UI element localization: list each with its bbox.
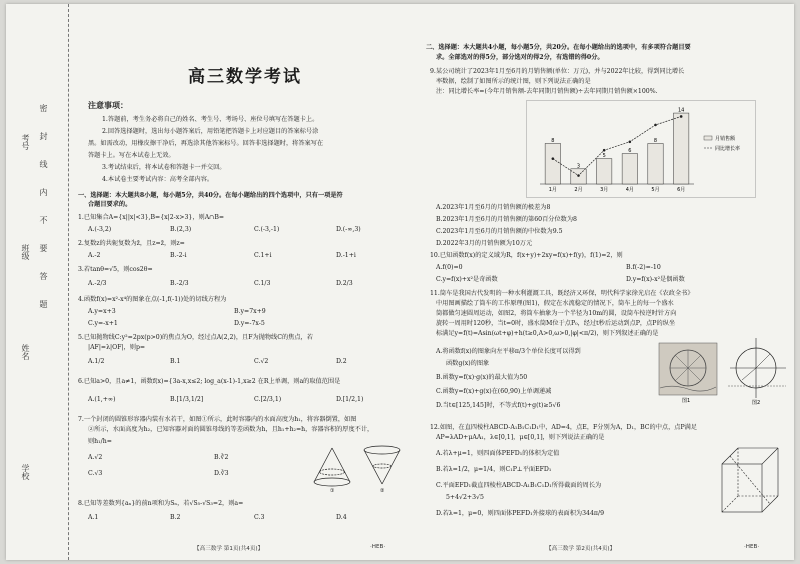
q12-option-c: C.平面EFD₁截直四棱柱ABCD-A₁B₁C₁D₁所得截面的周长为 [436, 482, 602, 489]
q6-option-d: D.[1/2,1) [336, 396, 364, 403]
fig-label-circle: 图2 [752, 400, 761, 406]
q6-option-b: B.[1/3,1/2] [170, 396, 204, 403]
q1-option-d: D.(-∞,3) [336, 226, 361, 233]
q10-option-a: A.f(0)=0 [436, 264, 463, 271]
gutter-exam-no: 考号 [21, 134, 30, 150]
q2-stem: 2.复数z的共轭复数为z̄，且z=z̄，则z= [78, 240, 185, 247]
q4-stem: 4.函数f(x)=x²-x⁴的图象在点(-1,f(-1))处的切线方程为 [78, 296, 227, 303]
cone-figure [306, 444, 410, 494]
q5-stem: |AF|=λ|OF|，则p= [88, 344, 146, 351]
page1-footer: 【高三数学 第1页(共4页)】 [194, 546, 264, 552]
q6-option-c: C.[2/3,1) [254, 396, 282, 403]
q12-option-c-cont: 5+4√2+3√5 [446, 494, 484, 501]
q11-stem: 旋转一周用时120秒，当t=0时，盛水筒M位于点P₀，经过t秒后运动到点P，点P的纵坐 [436, 320, 676, 327]
prism-figure [716, 442, 786, 522]
notice-line: 黑。如需改动，用橡皮擦干净后，再选涂其他答案标号。回答非选择题时，将答案写在 [88, 140, 324, 147]
q6-option-a: A.(1,+∞) [88, 396, 116, 403]
q7-option-b: B.∛2 [214, 454, 229, 461]
q8-stem: 8.已知等差数列{aₙ}的前n项和为Sₙ，若√S₅-√S₃=2，则a= [78, 500, 244, 507]
q4-option-a: A.y=x+3 [88, 308, 116, 315]
q5-option-b: B.1 [170, 358, 181, 365]
q5-option-d: D.2 [336, 358, 347, 365]
bar-value-label: 3 [576, 163, 581, 170]
q10-option-d: D.y=f(x)-x²是偶函数 [626, 276, 685, 283]
fig-label-2: ② [380, 488, 385, 494]
q4-option-d: D.y=-7x-5 [234, 320, 265, 327]
notice-title: 注意事项： [88, 100, 128, 110]
q11-stem: 中用图画描绘了筒车的工作原理(图1)，假定在水流稳定的情况下，筒车上的每一个盛水 [436, 300, 674, 307]
q9-note: 注：同比增长率=(今年月销售额-去年同期月销售额)÷去年同期月销售额×100%. [436, 88, 658, 95]
page2-footer-code: ·HEB· [744, 544, 760, 550]
page2-footer: 【高三数学 第2页(共4页)】 [546, 546, 616, 552]
seal-text: 密封线内不要答题 [39, 104, 48, 328]
notice-line: 4.本试卷主要考试内容：高考全部内容。 [102, 176, 214, 183]
circle-diagram [726, 336, 788, 406]
category-label: 6月 [677, 187, 686, 193]
growth-point-5 [654, 124, 657, 127]
q12-option-a: A.若λ+μ=1，则四面体PEFD₁的体积为定值 [436, 450, 560, 457]
gutter-name: 姓名 [21, 344, 30, 360]
q6-stem: 6.已知a>0，且a≠1，函数f(x)={3a-x,x≤2; log_a(x-1)-1,x≥2 在R上单调，则a的取值范围是 [78, 378, 341, 385]
q1-stem: 1.已知集合A={x||x|<3},B={x|2-x>3}，则A∩B= [78, 214, 225, 221]
growth-point-2 [577, 174, 580, 177]
page1-footer-code: ·HEB· [370, 544, 386, 550]
bar-value-label: 14 [677, 107, 685, 114]
q4-option-c: C.y=-x+1 [88, 320, 118, 327]
q9-stem: 率数据，绘制了如图所示的统计图，则下列说法正确的是 [436, 78, 591, 85]
q5-option-a: A.1/2 [88, 358, 105, 365]
q5-option-c: C.√2 [254, 358, 269, 365]
growth-point-1 [552, 157, 555, 160]
q9-option-b: B.2023年1月至6月的月销售额的第60百分位数为8 [436, 216, 577, 223]
q10-stem: 10.已知函数f(x)的定义域为R，f(x+y)+2xy=f(x)+f(y)，f(1)=2，则 [430, 252, 623, 259]
category-label: 2月 [574, 187, 583, 193]
q2-option-b: B.-2-i [170, 252, 187, 259]
sales-chart [526, 100, 756, 198]
notice-line: 2.回答选择题时，选出每小题答案后，用铅笔把答题卡上对应题目的答案标号涂 [102, 128, 319, 135]
q7-stem: 则h₁/h= [88, 438, 112, 445]
category-label: 3月 [600, 187, 609, 193]
bar-value-label: 8 [653, 137, 658, 144]
q9-option-d: D.2022年3月的月销售额为10万元 [436, 240, 533, 247]
q7-option-d: D.∛3 [214, 470, 229, 477]
q1-option-b: B.(2,3) [170, 226, 192, 233]
q8-option-d: D.4 [336, 514, 347, 521]
q11-option-a: A.将函数f(x)的图象向左平移π/3个单位长度可以得到 [436, 348, 581, 355]
q7-stem: 7.一个封闭的圆锥形容器内装有水若干，如图①所示，此时容器内的水面高度为h₁，将容器倒置，如图 [78, 416, 357, 423]
q2-option-a: A.-2 [88, 252, 101, 259]
q8-option-b: B.2 [170, 514, 181, 521]
q5-stem: 5.已知抛物线C:y²=2px(p>0)的焦点为O，经过点A(2,2)，且F为抛物线C的焦点，若 [78, 334, 313, 341]
q12-stem: AP=λAD+μAA₁，λ∈[0,1]，μ∈[0,1]，则下列说法正确的是 [436, 434, 605, 441]
bar-5 [648, 143, 663, 184]
section2-heading: 二、选择题：本大题共4小题，每小题5分，共20分。在每小题给出的选项中，有多项符合题目要 [426, 44, 691, 51]
q3-option-c: C.1/3 [254, 280, 271, 287]
growth-point-6 [680, 115, 683, 118]
q12-stem: 12.如图，在直四棱柱ABCD-A₁B₁C₁D₁中，AD=4，点E，F分别为A，D₁，BC的中点，点P满足 [430, 424, 698, 431]
q11-option-d: D.当t∈[125,145]时，不等式f(t)+g(t)≥5√6 [436, 402, 561, 409]
notice-line: 1.答题前，考生务必将自己的姓名、考生号、考场号、座位号填写在答题卡上。 [102, 116, 319, 123]
q11-stem: 筒都做匀速圆周运动，如图2，将筒车抽象为一个半径为10m的圆，设筒车按逆时针方向 [436, 310, 677, 317]
growth-point-4 [629, 140, 632, 143]
q11-option-b: B.函数y=f(x)·g(x)的最大值为50 [436, 374, 528, 381]
notice-line: 答题卡上。写在本试卷上无效。 [88, 152, 175, 159]
bar-3 [596, 159, 611, 184]
page-title: 高三数学考试 [188, 67, 302, 87]
q12-option-b: B.若λ=1/2，μ=1/4，则C₁P⊥平面EFD₁ [436, 466, 552, 473]
q7-option-a: A.√2 [88, 454, 103, 461]
bar-value-label: 5 [602, 153, 606, 160]
q3-option-b: B.-2/3 [170, 280, 189, 287]
fig-label-1: ① [330, 488, 335, 494]
q10-option-b: B.f(-2)=-10 [626, 264, 661, 271]
page-1 [74, 4, 416, 560]
fig-label-wheel: 图1 [682, 398, 691, 404]
bar-4 [622, 154, 637, 184]
bar-value-label: 6 [628, 148, 632, 155]
bar-1 [545, 143, 560, 184]
notice-line: 3.考试结束后，将本试卷和答题卡一并交回。 [102, 164, 226, 171]
section1-heading: 合题目要求的。 [88, 201, 132, 208]
bar-6 [673, 113, 688, 184]
q7-option-c: C.√3 [88, 470, 103, 477]
q11-stem: 标满足y=f(t)=Asin(ωt+φ)+h(t≥0,A>0,ω>0,|φ|<π/2)，则下列叙述正确的是 [436, 330, 659, 337]
category-label: 1月 [548, 187, 557, 193]
q1-option-a: A.(-3,2) [88, 226, 112, 233]
bar-value-label: 8 [551, 137, 555, 144]
q1-option-c: C.(-3,-1) [254, 226, 280, 233]
q3-stem: 3.若tanθ=√5，则cos2θ= [78, 266, 153, 273]
q10-option-c: C.y=f(x)+x²是奇函数 [436, 276, 498, 283]
page-2 [426, 4, 790, 560]
q11-stem: 11.筒车是我国古代发明的一种水利灌溉工具，既经济又环保，明代科学家徐光启在《农政全书》 [430, 290, 694, 297]
category-label: 4月 [625, 187, 634, 193]
q2-option-c: C.1+i [254, 252, 272, 259]
gutter-class: 班级 [21, 244, 30, 260]
legend-swatch-bar [704, 136, 712, 140]
q2-option-d: D.-1+i [336, 252, 356, 259]
q9-option-c: C.2023年1月至6月的月销售额的中位数为9.5 [436, 228, 563, 235]
q8-option-a: A.1 [88, 514, 99, 521]
q3-option-d: D.2/3 [336, 280, 353, 287]
seal-gutter [6, 4, 69, 560]
gutter-school: 学校 [21, 464, 30, 480]
q8-option-c: C.3 [254, 514, 265, 521]
q9-option-a: A.2023年1月至6月的月销售额的极差为8 [436, 204, 551, 211]
waterwheel-illustration [658, 342, 718, 404]
growth-point-3 [603, 149, 606, 152]
q12-option-d: D.若λ=1，μ=0，则四面体PEFD₁外接球的表面积为344π/9 [436, 510, 605, 517]
section1-heading: 一、选择题：本大题共8小题，每小题5分，共40分。在每小题给出的四个选项中，只有一项是符 [78, 192, 343, 199]
q4-option-b: B.y=7x+9 [234, 308, 266, 315]
q3-option-a: A.-2/3 [88, 280, 107, 287]
q11-option-a-cont: 函数g(x)的图象 [446, 360, 490, 367]
legend-label: 月销售额 [715, 136, 736, 142]
q9-stem: 9.某公司统计了2023年1月至6月的月销售额(单位：万元)，并与2022年比较，得到同比增长 [430, 68, 685, 75]
q11-option-c: C.函数y=f(x)+g(x)在(60,90)上单调递减 [436, 388, 552, 395]
legend-label: 同比增长率 [715, 146, 741, 152]
exam-paper [6, 4, 794, 560]
section2-heading: 求。全部选对的得5分，部分选对的得2分，有选错的得0分。 [436, 54, 604, 61]
category-label: 5月 [651, 187, 660, 193]
q7-stem: ②所示，水面高度为h₂，已知容器对面的圆锥母线的等差函数为h，且h₁+h₂=h，容器容积的厚度不计， [88, 426, 374, 433]
